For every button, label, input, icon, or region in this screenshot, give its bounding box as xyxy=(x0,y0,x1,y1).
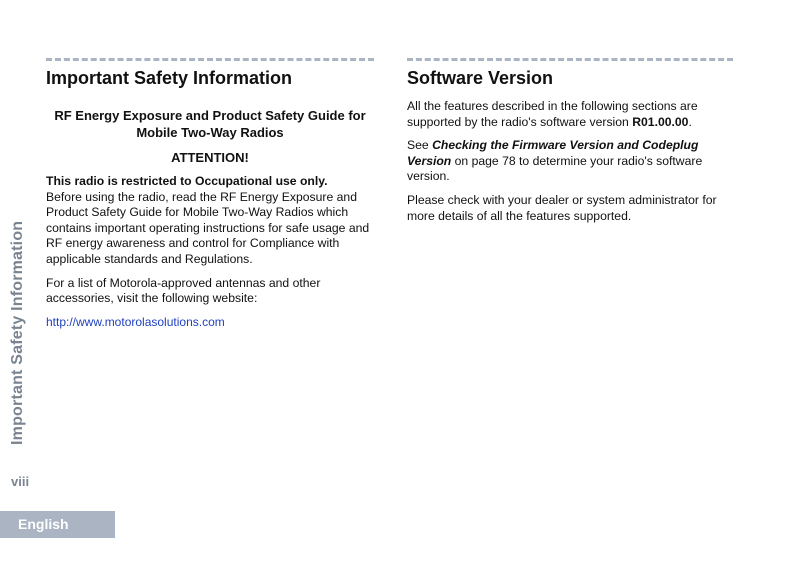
software-version: R01.00.00 xyxy=(632,114,689,129)
language-tab: English xyxy=(0,511,115,538)
safety-heading: Important Safety Information xyxy=(46,68,293,88)
software-paragraph-3: Please check with your dealer or system administrator for more details of all the features supported. xyxy=(407,192,717,223)
right-column xyxy=(407,58,733,232)
software-heading: Software Version xyxy=(407,68,554,88)
guide-title: RF Energy Exposure and Product Safety Guide for Mobile Two-Way Radios xyxy=(54,108,366,140)
software-paragraph-2 xyxy=(407,138,733,185)
see-text: See xyxy=(407,138,433,153)
restriction-body: Before using the radio, read the RF Energy Exposure and Product Safety Guide for Mobile Two-Way Radios which contains important operating instructions for safe usage and RF energy awareness and control for Compliance with applicable standards and Regulations. xyxy=(46,189,370,266)
sidebar xyxy=(9,195,29,445)
cross-reference-link[interactable]: Checking the Firmware Version and Codeplug Version xyxy=(407,138,699,168)
dashed-rule xyxy=(46,58,374,61)
reference-rest: on page 78 to determine your radio's software version. xyxy=(407,153,703,184)
restriction-text: This radio is restricted to Occupational use only. xyxy=(46,174,328,188)
accessories-paragraph: For a list of Motorola-approved antennas and other accessories, visit the following website: xyxy=(46,275,321,306)
website-link[interactable]: http://www.motorolasolutions.com xyxy=(46,314,225,329)
restriction-paragraph xyxy=(46,174,374,268)
sidebar-section-title: Important Safety Information xyxy=(9,220,26,445)
software-paragraph-1 xyxy=(407,99,733,130)
page-number: viii xyxy=(11,474,30,489)
software-text: All the features described in the following sections are supported by the radio's software version xyxy=(407,99,698,129)
left-column xyxy=(46,58,374,338)
attention-label: ATTENTION! xyxy=(171,150,249,165)
dashed-rule xyxy=(407,58,733,61)
period: . xyxy=(688,114,692,129)
